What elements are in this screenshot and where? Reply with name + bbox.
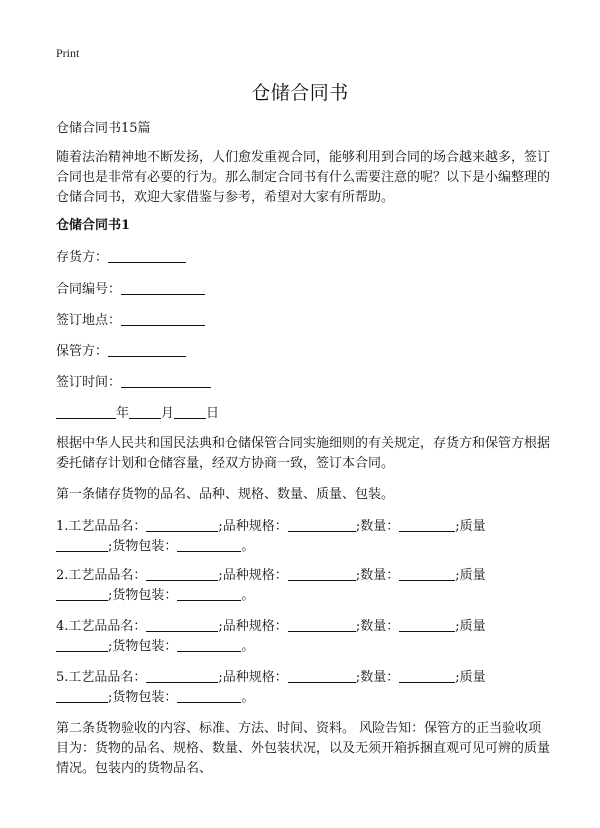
- date-line: [56, 404, 219, 424]
- print-link[interactable]: Print: [56, 46, 80, 60]
- item-qty-label: ;数量：: [355, 568, 400, 583]
- item-pack-label: ;货物包装：: [108, 539, 178, 554]
- item-name-label: 工艺品品名：: [68, 619, 147, 634]
- item-number: 5.: [56, 670, 69, 685]
- item-quality-label: ;质量: [455, 519, 486, 534]
- item-qty-blank: [399, 668, 455, 683]
- item-pack-blank: [177, 637, 241, 652]
- sign-time-field: [56, 373, 211, 393]
- item-spec-blank: [288, 566, 356, 581]
- year-label: 年: [116, 406, 130, 421]
- item-spec-label: ;品种规格：: [218, 519, 288, 534]
- item-quality-label: ;质量: [455, 619, 486, 634]
- item-number: 2.: [56, 568, 69, 583]
- item-qty-label: ;数量：: [355, 519, 400, 534]
- item-spec-label: ;品种规格：: [218, 670, 288, 685]
- item-name-blank: [146, 617, 218, 632]
- item-pack-blank: [177, 537, 241, 552]
- page-title: 仓储合同书: [251, 82, 349, 104]
- item-line: [56, 517, 486, 537]
- item-qty-blank: [399, 617, 455, 632]
- item-quality-blank: [56, 637, 108, 652]
- item-line-2: [56, 688, 254, 708]
- item-quality-blank: [56, 537, 108, 552]
- contract-no-label: 合同编号：: [56, 282, 122, 297]
- sign-place-label: 签订地点：: [56, 313, 122, 328]
- item-pack-label: ;货物包装：: [108, 639, 178, 654]
- item-name-blank: [146, 668, 218, 683]
- item-number: 4.: [56, 619, 69, 634]
- month-label: 月: [161, 406, 175, 421]
- item-name-label: 工艺品品名：: [68, 519, 147, 534]
- item-end: 。: [241, 539, 255, 554]
- item-end: 。: [241, 690, 255, 705]
- item-end: 。: [241, 588, 255, 603]
- month-blank: [129, 404, 161, 419]
- sign-time-label: 签订时间：: [56, 375, 122, 390]
- item-spec-label: ;品种规格：: [218, 568, 288, 583]
- depositor-label: 存货方：: [56, 250, 109, 265]
- item-pack-label: ;货物包装：: [108, 690, 178, 705]
- depositor-field: [56, 248, 186, 268]
- item-pack-blank: [177, 586, 241, 601]
- item-name-label: 工艺品品名：: [68, 670, 147, 685]
- item-pack-blank: [177, 688, 241, 703]
- item-spec-label: ;品种规格：: [218, 619, 288, 634]
- item-qty-label: ;数量：: [355, 670, 400, 685]
- contract-no-blank: [121, 280, 205, 295]
- item-name-blank: [146, 566, 218, 581]
- custodian-field: [56, 342, 186, 362]
- item-spec-blank: [288, 617, 356, 632]
- item-line-2: [56, 586, 254, 606]
- item-qty-label: ;数量：: [355, 619, 400, 634]
- item-qty-blank: [399, 517, 455, 532]
- year-blank: [56, 404, 116, 419]
- item-number: 1.: [56, 519, 69, 534]
- item-line-2: [56, 637, 254, 657]
- item-name-label: 工艺品品名：: [68, 568, 147, 583]
- item-qty-blank: [399, 566, 455, 581]
- item-quality-label: ;质量: [455, 568, 486, 583]
- article-1: 第一条储存货物的品名、品种、规格、数量、质量、包装。: [56, 487, 395, 502]
- depositor-blank: [108, 248, 186, 263]
- basis-paragraph: 根据中华人民共和国民法典和仓储保管合同实施细则的有关规定，存货方和保管方根据委托储存计划和仓储容量，经双方协商一致，签订本合同。: [56, 436, 551, 471]
- item-name-blank: [146, 517, 218, 532]
- custodian-blank: [108, 342, 186, 357]
- item-end: 。: [241, 639, 255, 654]
- sign-place-blank: [121, 311, 205, 326]
- subtitle: 仓储合同书15篇: [56, 121, 151, 136]
- sign-place-field: [56, 311, 205, 331]
- item-quality-blank: [56, 586, 108, 601]
- item-quality-blank: [56, 688, 108, 703]
- custodian-label: 保管方：: [56, 344, 109, 359]
- item-spec-blank: [288, 668, 356, 683]
- item-line: [56, 668, 486, 688]
- day-label: 日: [206, 406, 220, 421]
- intro-paragraph: 随着法治精神地不断发扬，人们愈发重视合同，能够利用到合同的场合越来越多，签订合同也是非常有必要的行为。那么制定合同书有什么需要注意的呢？以下是小编整理的仓储合同书，欢迎大家借鉴与参考，希望对大家有所帮助。: [56, 150, 551, 205]
- section-heading: 仓储合同书1: [56, 218, 131, 233]
- contract-no-field: [56, 280, 205, 300]
- day-blank: [174, 404, 206, 419]
- item-line: [56, 566, 486, 586]
- item-quality-label: ;质量: [455, 670, 486, 685]
- item-line-2: [56, 537, 254, 557]
- item-spec-blank: [288, 517, 356, 532]
- sign-time-blank: [121, 373, 211, 388]
- item-pack-label: ;货物包装：: [108, 588, 178, 603]
- article-2: 第二条货物验收的内容、标准、方法、时间、资料。 风险告知：保管方的正当验收项目为：货物的品名、规格、数量、外包装状况，以及无须开箱拆捆直观可见可辨的质量情况。包装内的货物品名、: [56, 721, 551, 776]
- item-line: [56, 617, 486, 637]
